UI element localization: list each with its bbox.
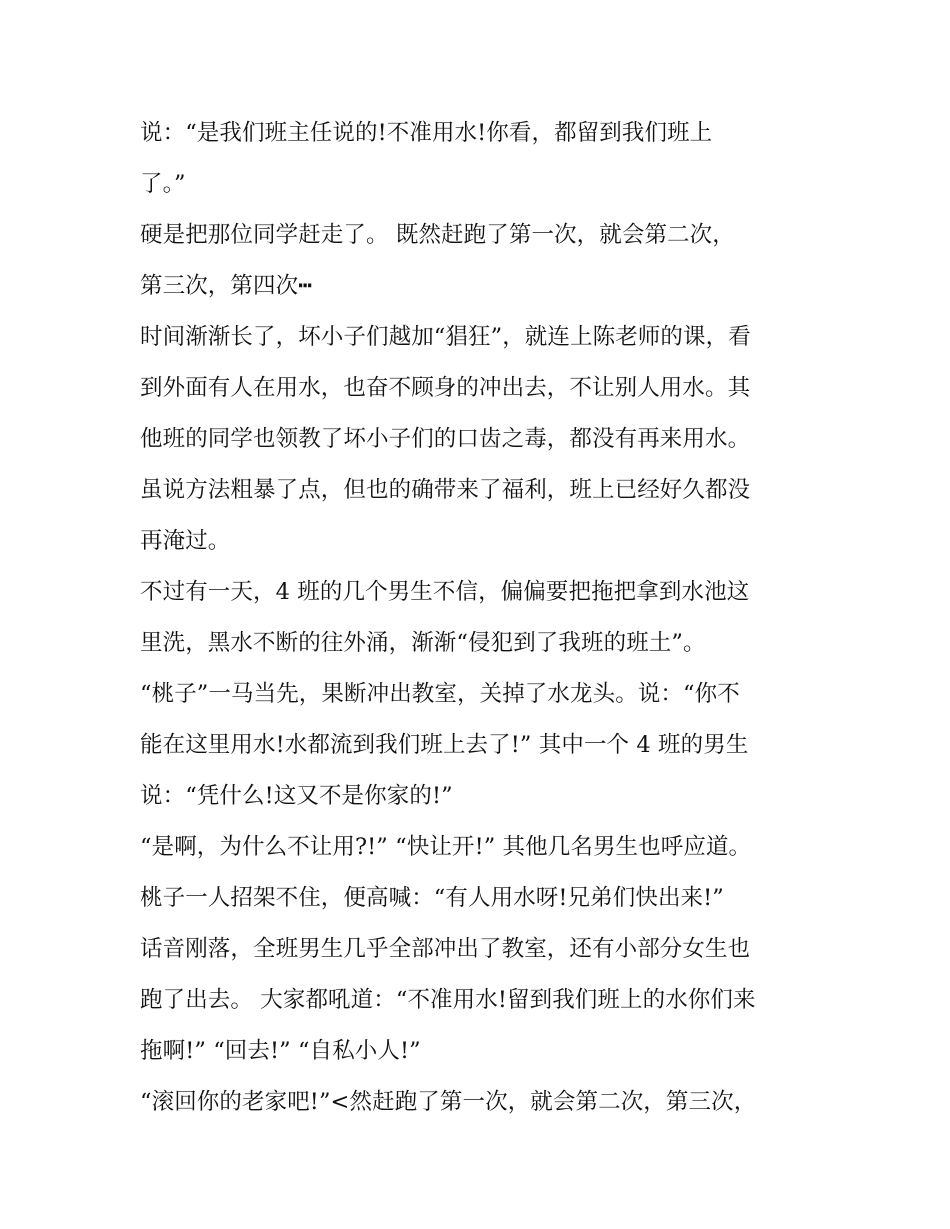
text-line: 能在这里用水!水都流到我们班上去了!” 其中一个 4 班的男生	[140, 732, 749, 758]
text-line: 了。”	[140, 171, 186, 197]
text-line: 第三次，第四次┅	[140, 273, 312, 299]
text-line: 说：“是我们班主任说的!不准用水!你看，都留到我们班上	[140, 120, 713, 146]
text-line: 拖啊!” “回去!” “自私小人!”	[140, 1038, 421, 1064]
text-line: “桃子”一马当先，果断冲出教室，关掉了水龙头。说：“你不	[140, 681, 740, 707]
text-line: 到外面有人在用水，也奋不顾身的冲出去，不让别人用水。其	[140, 375, 751, 401]
text-line: 他班的同学也领教了坏小子们的口齿之毒，都没有再来用水。	[140, 426, 751, 452]
text-line: 硬是把那位同学赶走了。 既然赶跑了第一次，就会第二次，	[140, 222, 735, 248]
text-line: 不过有一天，4 班的几个男生不信，偏偏要把拖把拿到水池这	[140, 579, 750, 605]
text-line: 虽说方法粗暴了点，但也的确带来了福利，班上已经好久都没	[140, 477, 751, 503]
text-line: 话音刚落，全班男生几乎全部冲出了教室，还有小部分女生也	[140, 936, 751, 962]
text-line: 桃子一人招架不住，便高喊：“有人用水呀!兄弟们快出来!”	[140, 885, 724, 911]
text-line: 里洗，黑水不断的往外涌，渐渐“侵犯到了我班的班土”。	[140, 630, 706, 656]
text-line: “是啊，为什么不让用?!” “快让开!” 其他几名男生也呼应道。	[140, 834, 752, 860]
text-line: 时间渐渐长了，坏小子们越加“猖狂”，就连上陈老师的课，看	[140, 324, 751, 350]
text-line: 说：“凭什么!这又不是你家的!”	[140, 783, 453, 809]
text-line: “滚回你的老家吧!”<然赶跑了第一次，就会第二次，第三次，	[140, 1089, 757, 1115]
body-text	[140, 108, 830, 1128]
text-line: 跑了出去。 大家都吼道：“不准用水!留到我们班上的水你们来	[140, 987, 756, 1013]
text-line: 再淹过。	[140, 528, 231, 554]
